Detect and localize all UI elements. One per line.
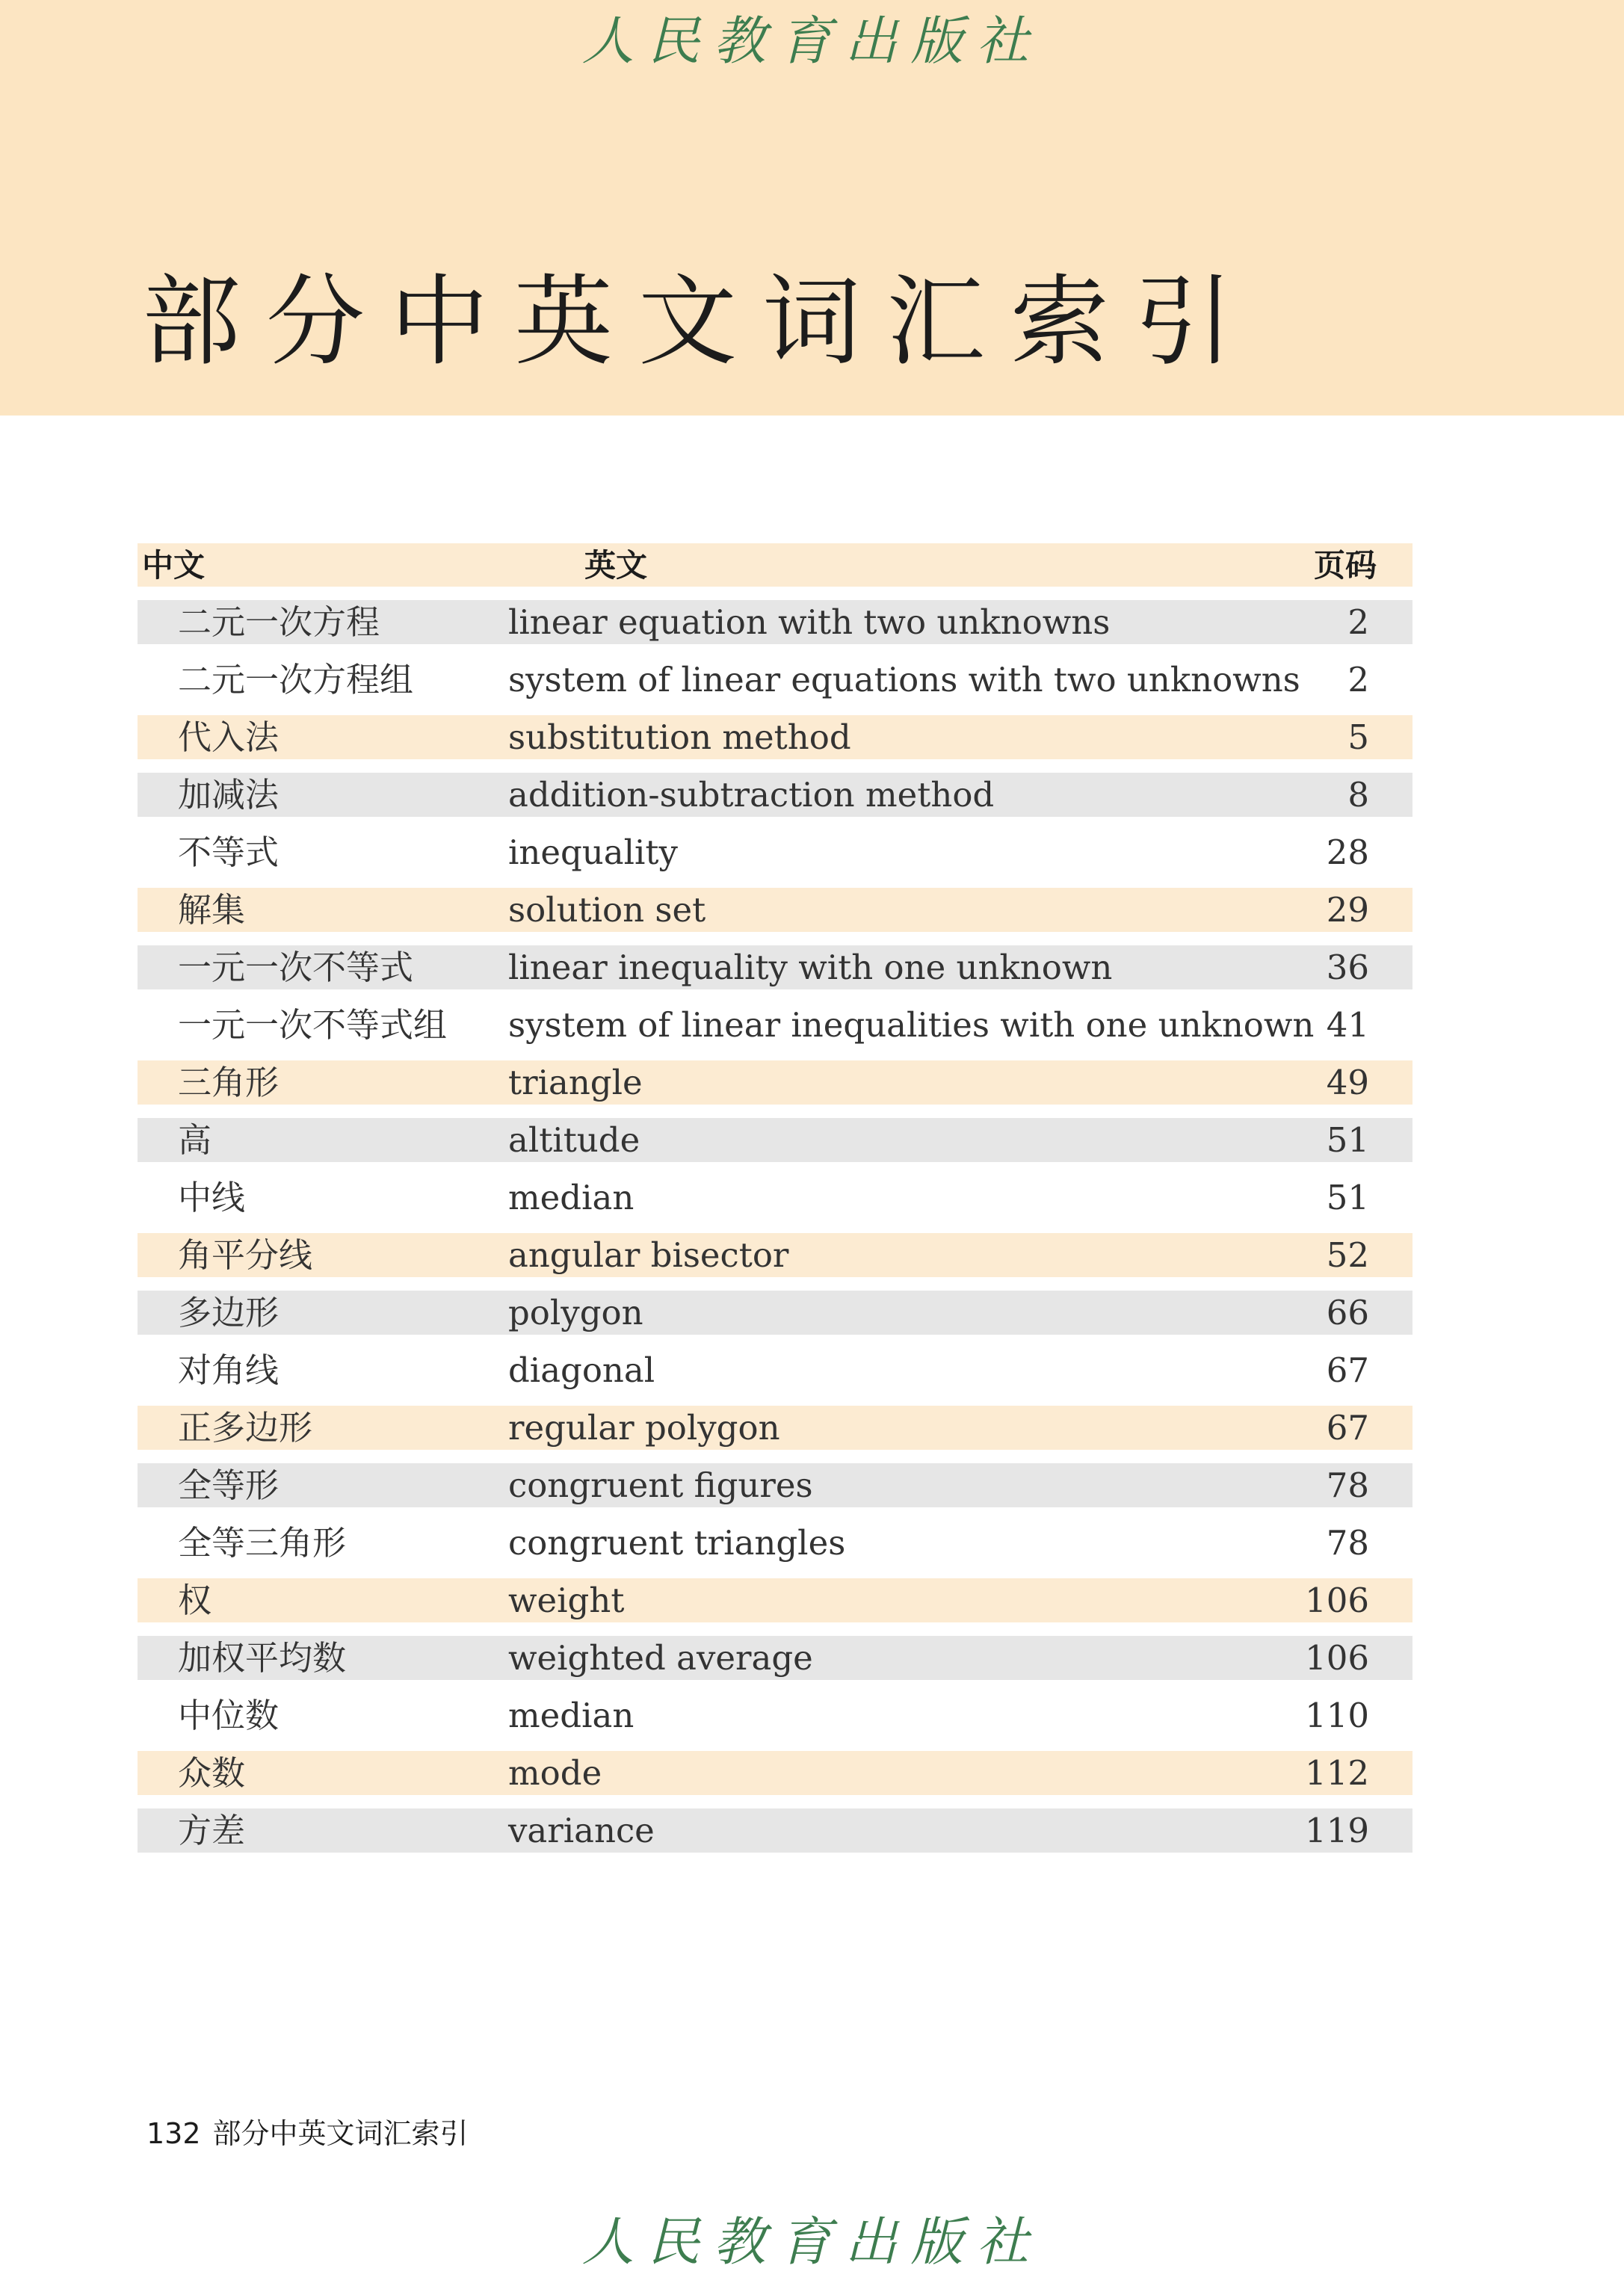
table-row <box>138 1003 1412 1047</box>
vocabulary-index-table <box>138 543 1412 1853</box>
cell-chinese: 方差 <box>178 1811 246 1850</box>
cell-english: altitude <box>508 1120 640 1160</box>
cell-english: system of linear equations with two unknowns <box>508 660 1300 699</box>
table-row <box>138 1636 1412 1680</box>
cell-page: 5 <box>1347 717 1369 757</box>
cell-chinese: 角平分线 <box>178 1235 313 1275</box>
table-row <box>138 600 1412 644</box>
cell-chinese: 中位数 <box>178 1696 280 1735</box>
cell-page: 119 <box>1305 1811 1369 1850</box>
table-row <box>138 1808 1412 1853</box>
footer-section-title: 部分中英文词汇索引 <box>212 2117 469 2150</box>
table-row <box>138 830 1412 874</box>
cell-chinese: 加权平均数 <box>178 1638 347 1678</box>
cell-page: 2 <box>1347 660 1369 699</box>
cell-english: weighted average <box>508 1638 813 1678</box>
cell-english: variance <box>508 1811 655 1850</box>
cell-chinese: 一元一次不等式组 <box>178 1005 448 1045</box>
cell-page: 51 <box>1326 1120 1369 1160</box>
publisher-logo-top: 人民教育出版社 <box>581 10 1043 72</box>
cell-page: 110 <box>1305 1696 1369 1735</box>
cell-chinese: 对角线 <box>178 1350 280 1390</box>
table-row <box>138 1463 1412 1507</box>
cell-page: 52 <box>1326 1235 1369 1275</box>
cell-page: 8 <box>1347 775 1369 815</box>
cell-english: median <box>508 1696 635 1735</box>
page-title: 部分中英文词汇索引 <box>142 265 1259 380</box>
table-header-row <box>138 543 1412 587</box>
cell-english: weight <box>508 1581 625 1620</box>
table-row <box>138 1233 1412 1277</box>
cell-chinese: 中线 <box>178 1178 246 1217</box>
cell-chinese: 二元一次方程组 <box>178 660 414 699</box>
cell-chinese: 代入法 <box>178 717 280 757</box>
header-english: 英文 <box>584 547 648 584</box>
cell-page: 49 <box>1326 1063 1369 1102</box>
cell-chinese: 众数 <box>178 1753 246 1793</box>
table-row <box>138 1176 1412 1220</box>
table-row <box>138 1060 1412 1105</box>
cell-page: 67 <box>1326 1408 1369 1448</box>
cell-chinese: 高 <box>178 1120 212 1160</box>
cell-english: inequality <box>508 833 678 872</box>
table-row <box>138 1521 1412 1565</box>
cell-page: 106 <box>1305 1581 1369 1620</box>
cell-english: diagonal <box>508 1350 655 1390</box>
cell-english: polygon <box>508 1293 643 1332</box>
cell-page: 78 <box>1326 1523 1369 1563</box>
cell-page: 29 <box>1326 890 1369 930</box>
table-row <box>138 773 1412 817</box>
table-row <box>138 945 1412 989</box>
cell-english: linear inequality with one unknown <box>508 948 1113 987</box>
cell-chinese: 全等三角形 <box>178 1523 347 1563</box>
page-footer <box>146 2110 469 2152</box>
cell-page: 67 <box>1326 1350 1369 1390</box>
cell-chinese: 加减法 <box>178 775 280 815</box>
cell-page: 28 <box>1326 833 1369 872</box>
cell-page: 36 <box>1326 948 1369 987</box>
table-row <box>138 1291 1412 1335</box>
cell-page: 51 <box>1326 1178 1369 1217</box>
cell-english: addition-subtraction method <box>508 775 995 815</box>
publisher-logo-bottom: 人民教育出版社 <box>581 2211 1043 2273</box>
header-chinese: 中文 <box>142 547 206 584</box>
cell-chinese: 二元一次方程 <box>178 602 380 642</box>
table-row <box>138 658 1412 702</box>
cell-page: 112 <box>1305 1753 1369 1793</box>
cell-english: linear equation with two unknowns <box>508 602 1111 642</box>
cell-english: substitution method <box>508 717 851 757</box>
cell-page: 66 <box>1326 1293 1369 1332</box>
table-row <box>138 715 1412 759</box>
cell-english: median <box>508 1178 635 1217</box>
table-row <box>138 888 1412 932</box>
cell-english: angular bisector <box>508 1235 789 1275</box>
cell-chinese: 权 <box>178 1581 212 1620</box>
table-row <box>138 1406 1412 1450</box>
header-page: 页码 <box>1313 547 1377 584</box>
cell-chinese: 解集 <box>178 890 246 930</box>
cell-chinese: 一元一次不等式 <box>178 948 414 987</box>
table-row <box>138 1348 1412 1392</box>
cell-chinese: 全等形 <box>178 1465 280 1505</box>
cell-page: 41 <box>1326 1005 1369 1045</box>
table-row <box>138 1578 1412 1622</box>
cell-english: mode <box>508 1753 602 1793</box>
cell-page: 2 <box>1347 602 1369 642</box>
cell-chinese: 三角形 <box>178 1063 280 1102</box>
cell-chinese: 多边形 <box>178 1293 280 1332</box>
table-row <box>138 1118 1412 1162</box>
cell-page: 106 <box>1305 1638 1369 1678</box>
cell-english: triangle <box>508 1063 643 1102</box>
page-number: 132 <box>146 2117 201 2150</box>
table-row <box>138 1751 1412 1795</box>
cell-page: 78 <box>1326 1465 1369 1505</box>
table-row <box>138 1693 1412 1738</box>
cell-english: regular polygon <box>508 1408 780 1448</box>
cell-chinese: 正多边形 <box>178 1408 313 1448</box>
cell-english: congruent figures <box>508 1465 813 1505</box>
table-body <box>138 600 1412 1853</box>
cell-english: congruent triangles <box>508 1523 846 1563</box>
cell-chinese: 不等式 <box>178 833 280 872</box>
cell-english: system of linear inequalities with one unknown <box>508 1005 1315 1045</box>
cell-english: solution set <box>508 890 706 930</box>
